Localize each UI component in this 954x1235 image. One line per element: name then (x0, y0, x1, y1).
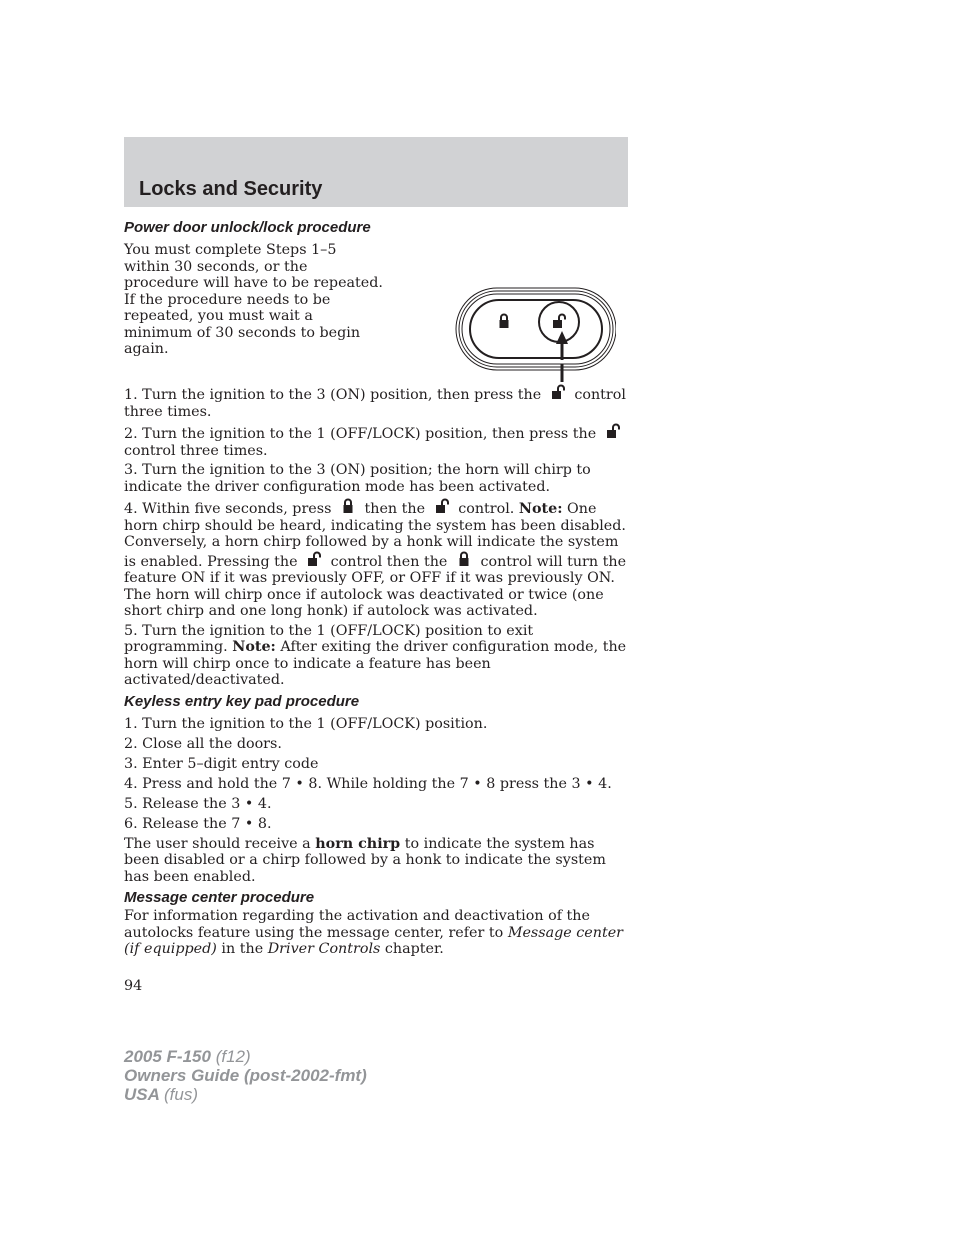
step-4-text-c: control. (458, 501, 515, 517)
unlock-icon (434, 498, 450, 514)
step-1-text-a: 1. Turn the ignition to the 3 (ON) position, then press the (124, 387, 542, 403)
step-2 (124, 423, 628, 459)
step-4 (124, 498, 628, 620)
footer-model: 2005 F-150 (124, 1047, 211, 1066)
step-5-note: After exiting the driver configuration mode, the horn will chirp once to indicate a feature has been activated/deactivated. (124, 639, 627, 688)
step-4-text-f: control will turn the feature ON if it was previously OFF, or OFF if it was previously ON. The horn will chirp once if autolock was deactivated or twice (one short chirp and one long honk) if autolock was activated. (124, 553, 627, 619)
step-2-text-b: control three times. (124, 442, 268, 459)
driver-controls-reference: Driver Controls (267, 941, 381, 957)
intro-text: You must complete Steps 1–5 within 30 seconds, or the procedure will have to be repeated. If the procedure needs to be repeated, you must wait a minimum of 30 seconds to begin again. (124, 242, 383, 357)
list-item: 6. Release the 7 • 8. (124, 815, 272, 832)
unlock-icon (553, 315, 565, 329)
step-4-text-a: 4. Within five seconds, press (124, 501, 332, 517)
message-center-text-a: For information regarding the activation and deactivation of the autolocks feature using the message center, refer to (124, 908, 590, 941)
arrow-up-icon (556, 331, 568, 382)
message-center-text-c: chapter. (384, 941, 444, 957)
step-5-note-label: Note: (232, 639, 276, 655)
keypad-result-paragraph (124, 836, 628, 886)
intro-block (124, 242, 628, 384)
unlock-icon (605, 423, 621, 439)
heading-message-center: Message center procedure (124, 889, 315, 906)
step-2-text-a: 2. Turn the ignition to the 1 (OFF/LOCK) position, then press the (124, 426, 597, 442)
heading-keyless-entry: Keyless entry key pad procedure (124, 692, 360, 710)
list-item: 3. Enter 5–digit entry code (124, 755, 319, 772)
footer-line-1 (124, 1047, 367, 1066)
footer-model-code: (f12) (215, 1047, 251, 1066)
page-number: 94 (124, 977, 143, 994)
step-3: 3. Turn the ignition to the 3 (ON) position; the horn will chirp to indicate the driver configuration mode has been activated. (124, 462, 591, 495)
step-1-text-b: control three times. (124, 387, 626, 420)
footer-market: USA (124, 1085, 160, 1104)
keypad-result-text-a: The user should receive a (124, 835, 311, 852)
message-center-reference: Message center (if equipped) (124, 924, 623, 957)
section-title: Locks and Security (139, 178, 323, 200)
message-center-paragraph (124, 908, 628, 958)
lock-icon (456, 551, 472, 567)
unlock-icon (550, 384, 566, 400)
step-4-note-label: Note: (518, 501, 563, 517)
heading-power-door: Power door unlock/lock procedure (124, 219, 371, 236)
lock-icon (340, 498, 356, 514)
step-5-text: 5. Turn the ignition to the 1 (OFF/LOCK) position to exit programming. (124, 622, 534, 655)
footer-line-2: Owners Guide (post-2002-fmt) (124, 1066, 367, 1085)
list-item: 2. Close all the doors. (124, 735, 282, 752)
document-footer (124, 1047, 367, 1104)
lock-icon (500, 315, 509, 329)
step-4-text-b: then the (364, 501, 426, 517)
list-item: 5. Release the 3 • 4. (124, 795, 272, 812)
lock-switch-illustration (446, 256, 616, 384)
step-1 (124, 384, 628, 420)
keypad-result-text-b: to indicate the system has been disabled or a chirp followed by a honk to indicate the system has been enabled. (124, 835, 606, 885)
horn-chirp-emphasis: horn chirp (315, 835, 401, 852)
list-item: 1. Turn the ignition to the 1 (OFF/LOCK) position. (124, 715, 488, 732)
step-5 (124, 623, 628, 689)
footer-line-3 (124, 1085, 367, 1104)
step-4-text-d: One horn chirp should be heard, indicating the system has been disabled. Conversely, a horn chirp followed by a honk will indicate the system is enabled. Pressing the (124, 501, 626, 570)
footer-market-code: (fus) (164, 1085, 198, 1104)
step-4-text-e: control then the (330, 553, 448, 570)
page-content (124, 219, 628, 994)
keypad-steps (124, 716, 628, 833)
unlock-icon (306, 551, 322, 567)
message-center-text-b: in the (221, 941, 264, 957)
section-header-band (124, 137, 628, 207)
list-item: 4. Press and hold the 7 • 8. While holding the 7 • 8 press the 3 • 4. (124, 775, 612, 792)
